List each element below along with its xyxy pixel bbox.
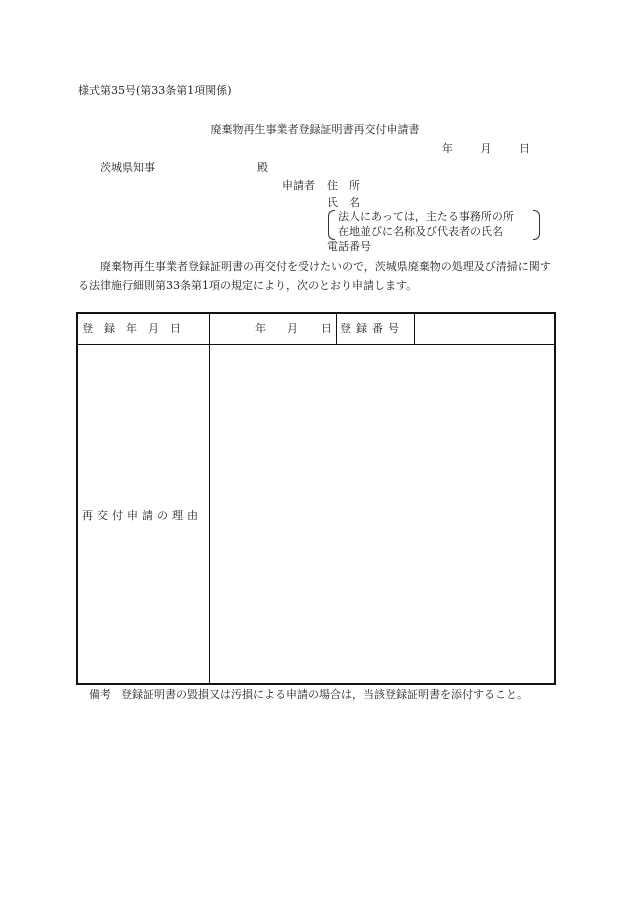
corporation-note	[328, 210, 540, 240]
reg-date-day: 日	[321, 322, 332, 335]
applicant-label: 申請者	[282, 179, 315, 192]
remarks-head: 備考	[89, 688, 111, 701]
date-month: 月	[480, 142, 492, 155]
registration-row	[78, 314, 554, 345]
corporation-note-line2: 在地並びに名称及び代表者の氏名	[338, 225, 503, 238]
registration-number-label: 登録番号	[340, 322, 404, 335]
form-number: 様式第35号(第33条第1項関係)	[78, 84, 232, 97]
date-year: 年	[442, 142, 453, 155]
corporation-note-line1: 法人にあっては，主たる事務所の所	[338, 210, 514, 223]
application-statement: 廃棄物再生事業者登録証明書の再交付を受けたいので，茨城県廃棄物の処理及び清掃に関する法律施行細則第33条第1項の規定により，次のとおり申請します。	[78, 260, 551, 292]
remarks-text: 登録証明書の毀損又は汚損による申請の場合は，当該登録証明書を添付すること。	[121, 688, 528, 701]
reg-date-year: 年	[255, 322, 266, 335]
addressee: 茨城県知事	[100, 161, 155, 174]
form-title: 廃棄物再生事業者登録証明書再交付申請書	[210, 123, 420, 136]
reissue-reason-label: 再交付申請の理由	[82, 509, 202, 522]
application-date	[442, 142, 530, 156]
left-bracket	[328, 210, 335, 240]
right-bracket	[533, 210, 540, 240]
honorific: 殿	[257, 161, 268, 174]
phone-label: 電話番号	[327, 240, 371, 253]
address-label: 住 所	[327, 179, 360, 192]
reg-date-month: 月	[287, 322, 298, 335]
application-table	[76, 312, 556, 685]
date-day: 日	[519, 142, 530, 155]
name-label: 氏 名	[327, 196, 360, 209]
registration-date-label: 登録年月日	[82, 322, 192, 335]
remarks	[89, 688, 528, 702]
